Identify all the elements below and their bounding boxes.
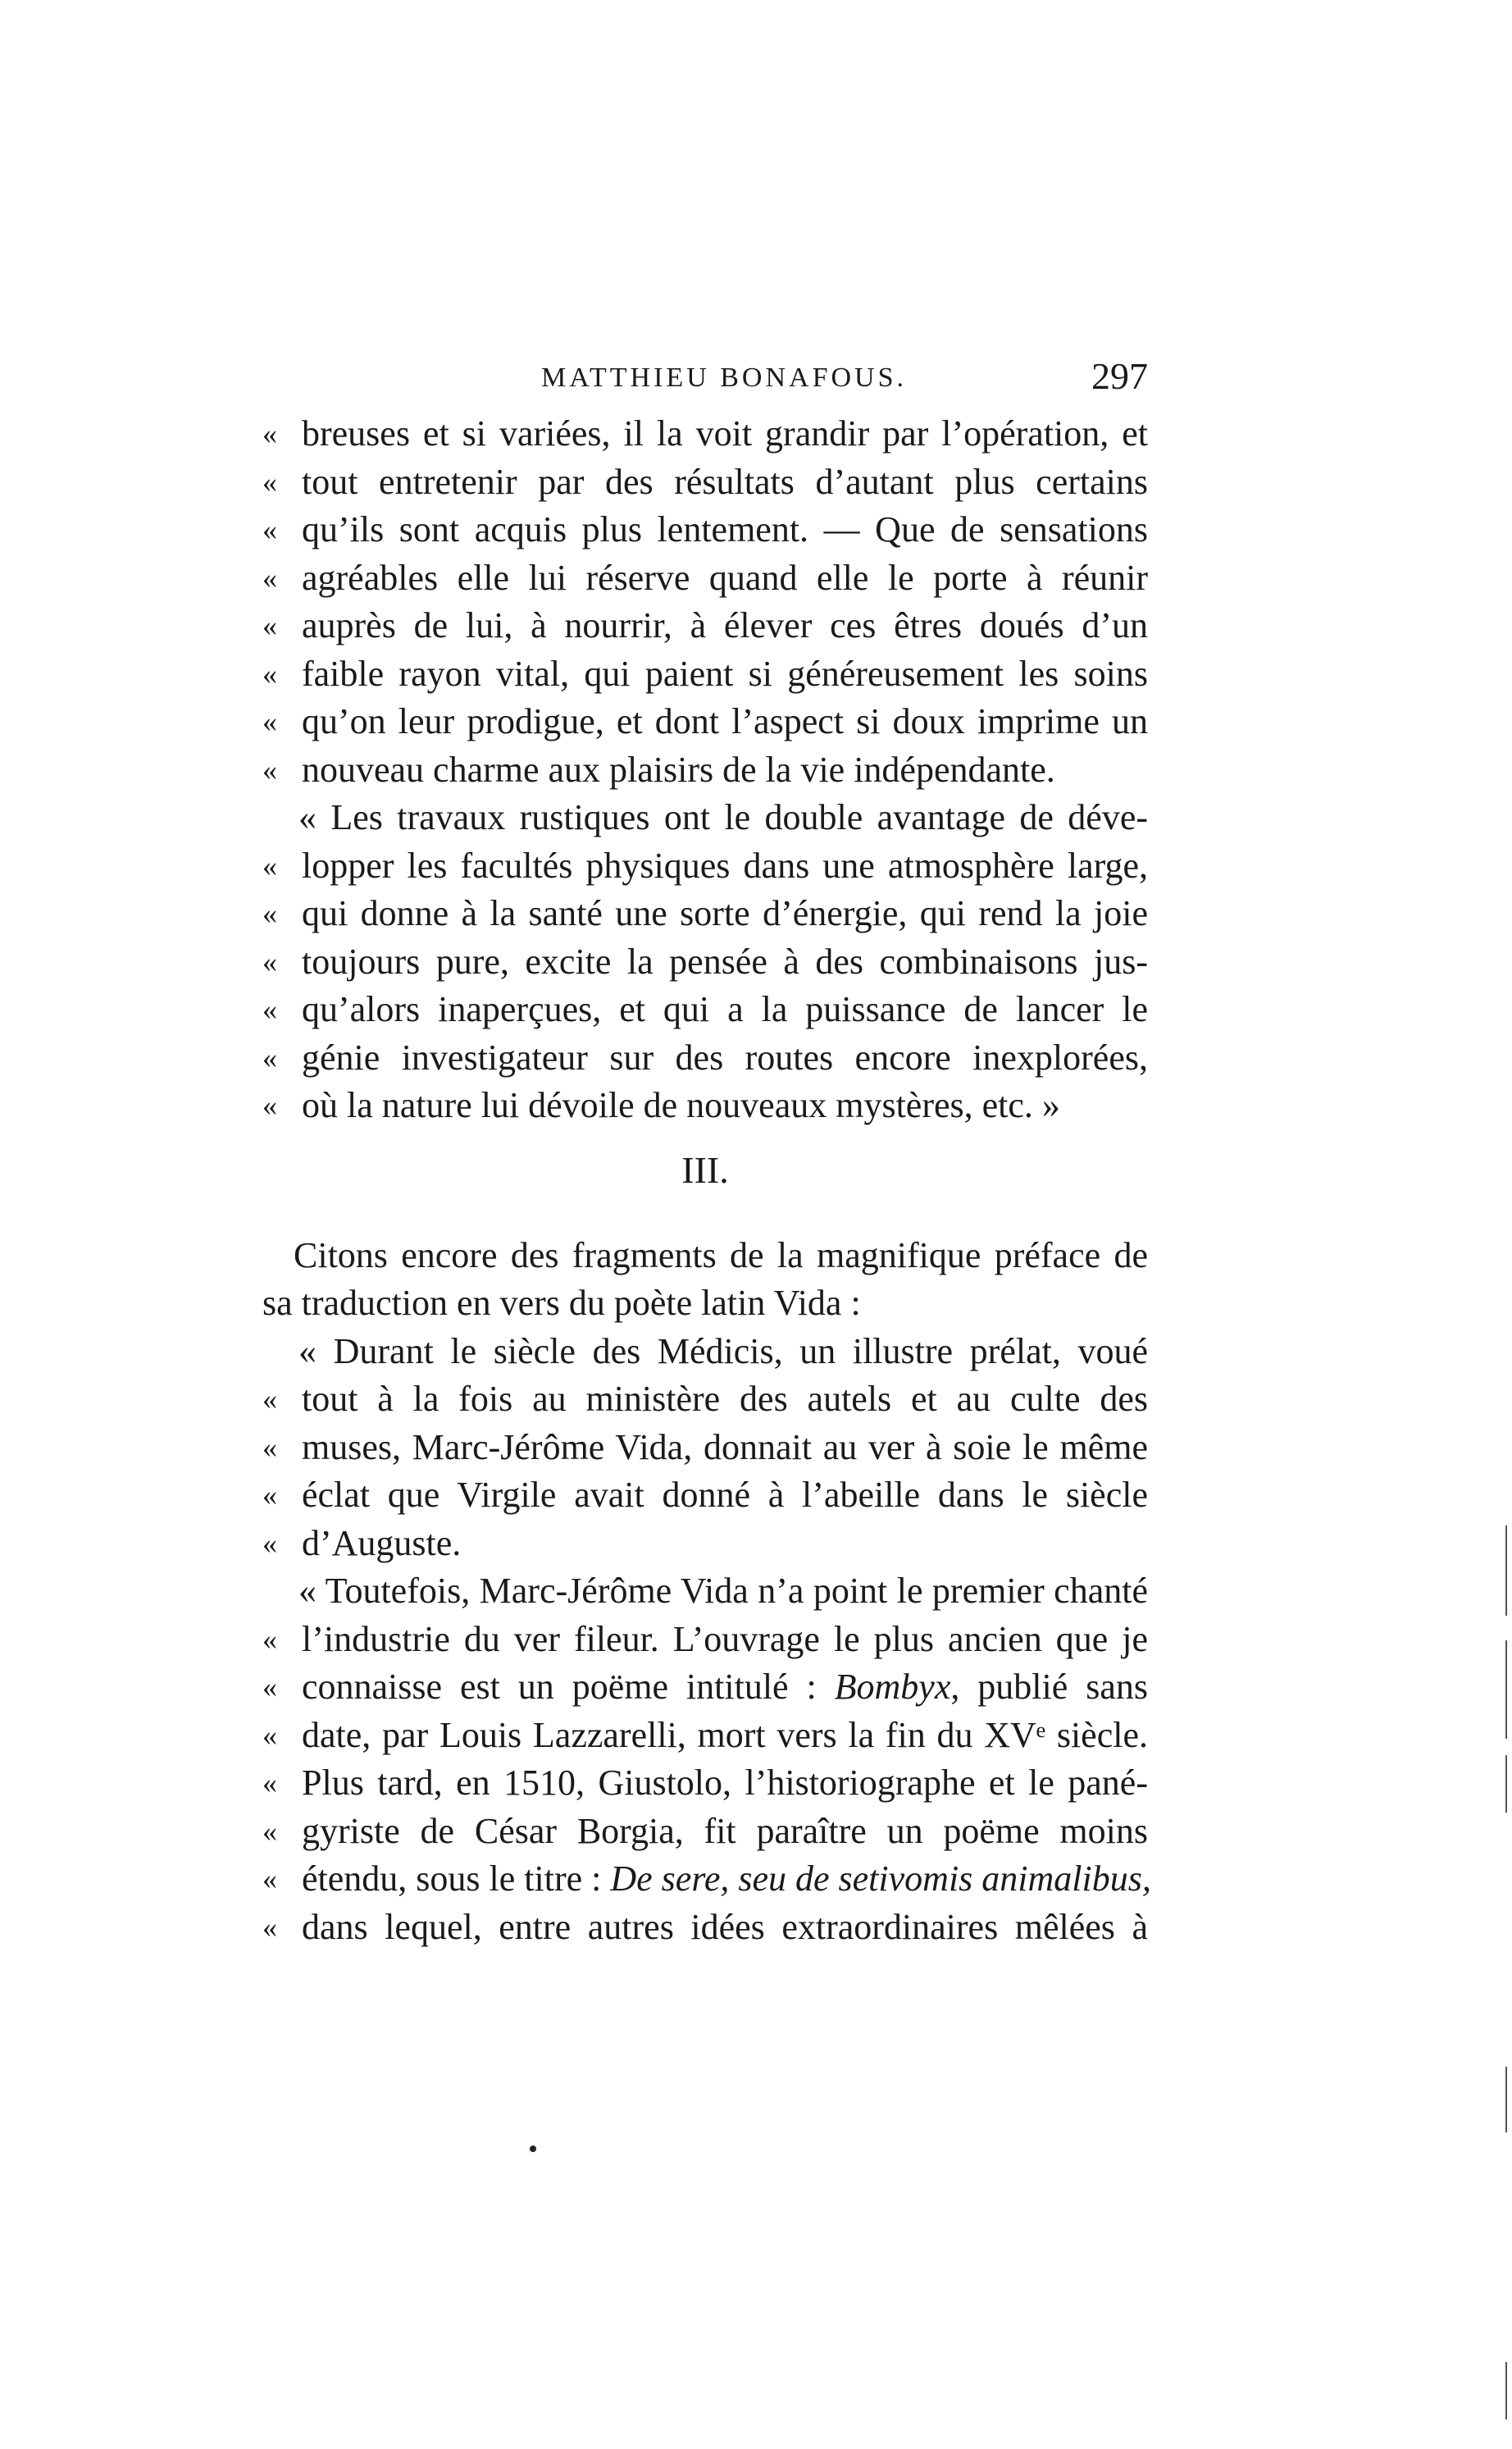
text-line: « Plus tard, en 1510, Giustolo, l’historiographe et le pané- [262, 1759, 1148, 1808]
text-line: « qu’ils sont acquis plus lentement. — Que de sensations [262, 506, 1148, 554]
text-line: « qu’alors inaperçues, et qui a la puissance de lancer le [262, 986, 1148, 1034]
text-line [262, 1663, 1148, 1712]
italic-title: Bombyx [834, 1667, 951, 1707]
text-line: « muses, Marc-Jérôme Vida, donnait au ver à soie le même [262, 1424, 1148, 1472]
running-header [262, 354, 1148, 404]
text-line: « nouveau charme aux plaisirs de la vie indépendante. [262, 746, 1148, 795]
text-line: sa traduction en vers du poète latin Vida : [262, 1283, 861, 1323]
scan-edge-mark [1505, 1640, 1507, 1739]
paragraph-first-line: Citons encore des fragments de la magnifique préface de [294, 1234, 1148, 1275]
text-line [262, 1855, 1151, 1904]
scan-edge-mark [1505, 2067, 1507, 2132]
body-text [262, 410, 1151, 1951]
paragraph-first-line: « Toutefois, Marc-Jérôme Vida n’a point le premier chanté [298, 1571, 1148, 1611]
paragraph-first-line: « Durant le siècle des Médicis, un illustre prélat, voué [298, 1330, 1148, 1371]
text-line: « d’Auguste. [262, 1520, 1148, 1568]
scan-edge-mark [1505, 1755, 1507, 1813]
text-line: « gyriste de César Borgia, fit paraître un poëme moins [262, 1808, 1148, 1856]
text-line: « faible rayon vital, qui paient si généreusement les soins [262, 650, 1148, 699]
page-number: 297 [1091, 355, 1148, 397]
text-line: « où la nature lui dévoile de nouveaux mystères, etc. » [262, 1082, 1148, 1130]
text-line: « date, par Louis Lazzarelli, mort vers la fin du XVᵉ siècle. [262, 1712, 1148, 1760]
text-line: « éclat que Virgile avait donné à l’abeille dans le siècle [262, 1471, 1148, 1520]
text-line: « lopper les facultés physiques dans une atmosphère large, [262, 842, 1148, 891]
text-line: « tout entretenir par des résultats d’autant plus certains [262, 458, 1148, 507]
text-fragment: connaisse est un poëme intitulé : [302, 1667, 835, 1707]
text-line: « génie investigateur sur des routes encore inexplorées, [262, 1034, 1148, 1083]
text-line: « toujours pure, excite la pensée à des combinaisons jus- [262, 938, 1148, 987]
text-line: « breuses et si variées, il la voit grandir par l’opération, et [262, 410, 1148, 458]
scan-edge-mark [1505, 1525, 1507, 1616]
italic-title: De sere, seu de setivomis animalibus, [610, 1858, 1151, 1899]
text-fragment: , publié sans [950, 1667, 1148, 1707]
text-line: « l’industrie du ver fileur. L’ouvrage le plus ancien que je [262, 1616, 1148, 1664]
ink-speck [530, 2146, 536, 2152]
text-fragment: étendu, sous le titre : [302, 1858, 611, 1899]
text-line: « agréables elle lui réserve quand elle le porte à réunir [262, 554, 1148, 603]
paragraph-first-line: « Les travaux rustiques ont le double avantage de déve- [298, 797, 1148, 837]
text-line: « qu’on leur prodigue, et dont l’aspect si doux imprime un [262, 698, 1148, 746]
running-title: MATTHIEU BONAFOUS. [541, 363, 908, 393]
text-line: « qui donne à la santé une sorte d’énergie, qui rend la joie [262, 890, 1148, 938]
scan-edge-mark [1505, 2362, 1507, 2419]
section-heading: III. [681, 1148, 729, 1191]
text-line: « tout à la fois au ministère des autels et au culte des [262, 1375, 1148, 1424]
text-line: « dans lequel, entre autres idées extraordinaires mêlées à [262, 1904, 1148, 1952]
text-line: « auprès de lui, à nourrir, à élever ces êtres doués d’un [262, 602, 1148, 650]
